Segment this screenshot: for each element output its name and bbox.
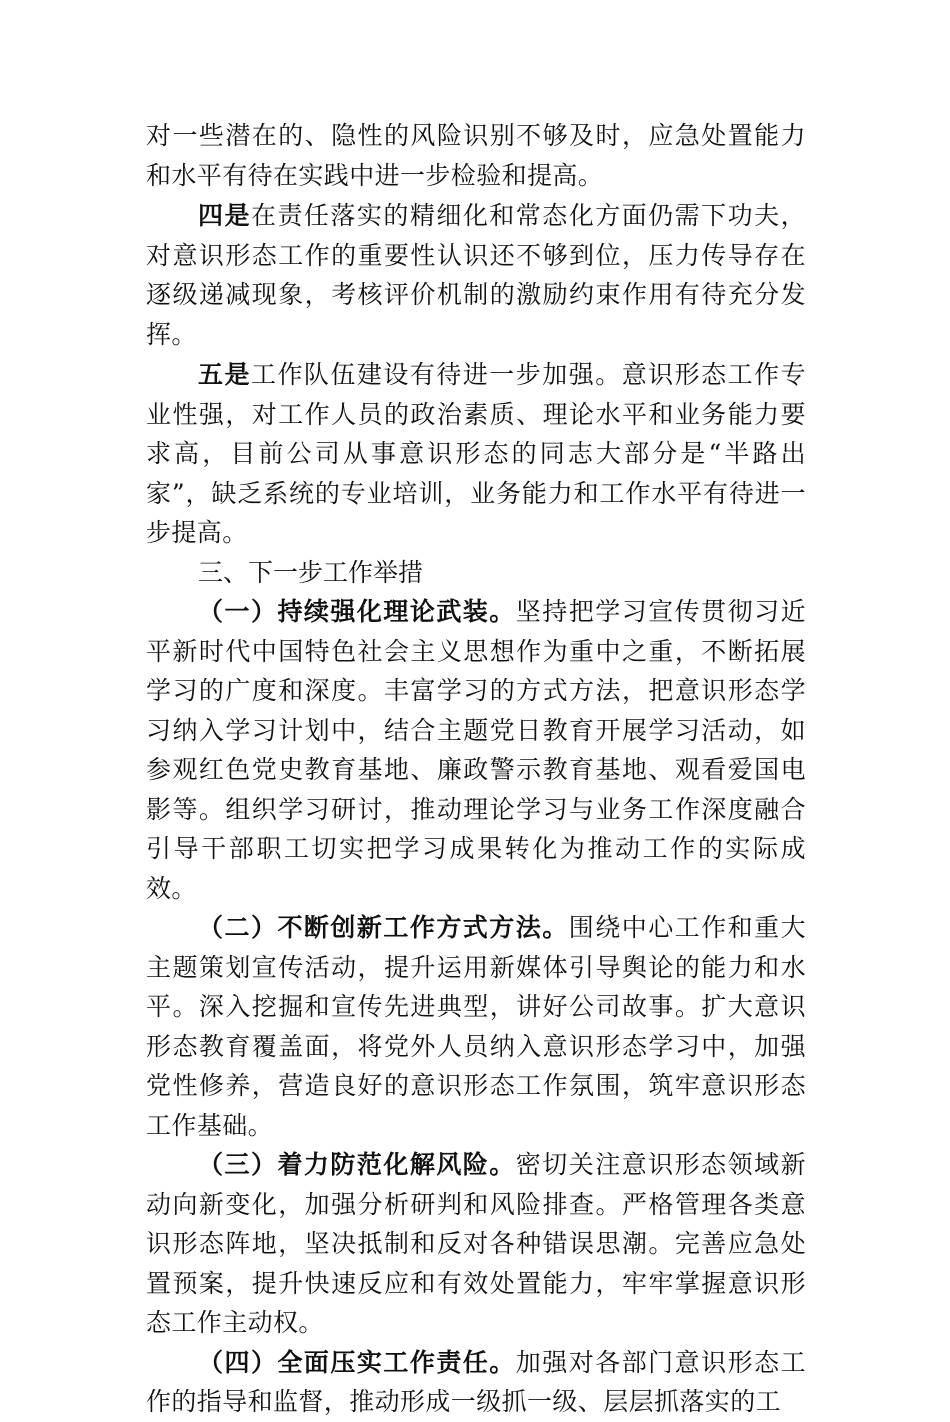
measure-text: 密切关注意识形态领域新动向新变化，加强分析研判和风险排查。严格管理各类意识形态阵地，坚决抵制和反对各种错误思潮。完善应急处置预案，提升快速反应和有效处置能力，牢牢掌握意识形态工作主动权。 <box>146 1150 806 1337</box>
paragraph-text: 工作队伍建设有待进一步加强。意识形态工作专业性强，对工作人员的政治素质、理论水平和业务能力要求高，目前公司从事意识形态的同志大部分是“半路出家”，缺乏系统的专业培训，业务能力和工作水平有待进一步提高。 <box>146 360 806 547</box>
measure-text: 坚持把学习宣传贯彻习近平新时代中国特色社会主义思想作为重中之重，不断拓展学习的广度和深度。丰富学习的方式方法，把意识形态学习纳入学习计划中，结合主题党日教育开展学习活动，如参观红色党史教育基地、廉政警示教育基地、观看爱国电影等。组织学习研讨，推动理论学习与业务工作深度融合引导干部职工切实把学习成果转化为推动工作的实际成效。 <box>146 597 806 903</box>
paragraph-lead: 五是 <box>198 360 251 389</box>
measure-item-2 <box>146 908 806 1145</box>
section-heading: 三、下一步工作举措 <box>198 557 424 587</box>
measure-lead: （四）全面压实工作责任。 <box>198 1347 516 1377</box>
measure-text: 围绕中心工作和重大主题策划宣传活动，提升运用新媒体引导舆论的能力和水平。深入挖掘和宣传先进典型，讲好公司故事。扩大意识形态教育覆盖面，将党外人员纳入意识形态学习中，加强党性修养，营造良好的意识形态工作氛围，筑牢意识形态工作基础。 <box>146 913 806 1140</box>
paragraph-point-four <box>146 196 806 354</box>
measure-lead: （一）持续强化理论武装。 <box>198 597 516 626</box>
paragraph-point-five <box>146 355 806 553</box>
measure-lead: （三）着力防范化解风险。 <box>198 1150 516 1179</box>
measure-item-4 <box>146 1343 806 1422</box>
paragraph-lead: 四是 <box>198 201 251 230</box>
paragraph-text: 对一些潜在的、隐性的风险识别不够及时，应急处置能力和水平有待在实践中进一步检验和提高。 <box>146 121 806 190</box>
document-body <box>146 116 806 1422</box>
measure-text: 加强对各部门意识形态工作的指导和监督，推动形成一级抓一级、层层抓落实的工 <box>146 1347 806 1416</box>
measure-lead: （二）不断创新工作方式方法。 <box>198 913 569 942</box>
paragraph-risk-continuation <box>146 116 806 195</box>
paragraph-text: 在责任落实的精细化和常态化方面仍需下功夫，对意识形态工作的重要性认识还不够到位，压力传导存在逐级递减现象，考核评价机制的激励约束作用有待充分发挥。 <box>146 201 806 349</box>
measure-item-3 <box>146 1145 806 1343</box>
measure-item-1 <box>146 592 806 908</box>
